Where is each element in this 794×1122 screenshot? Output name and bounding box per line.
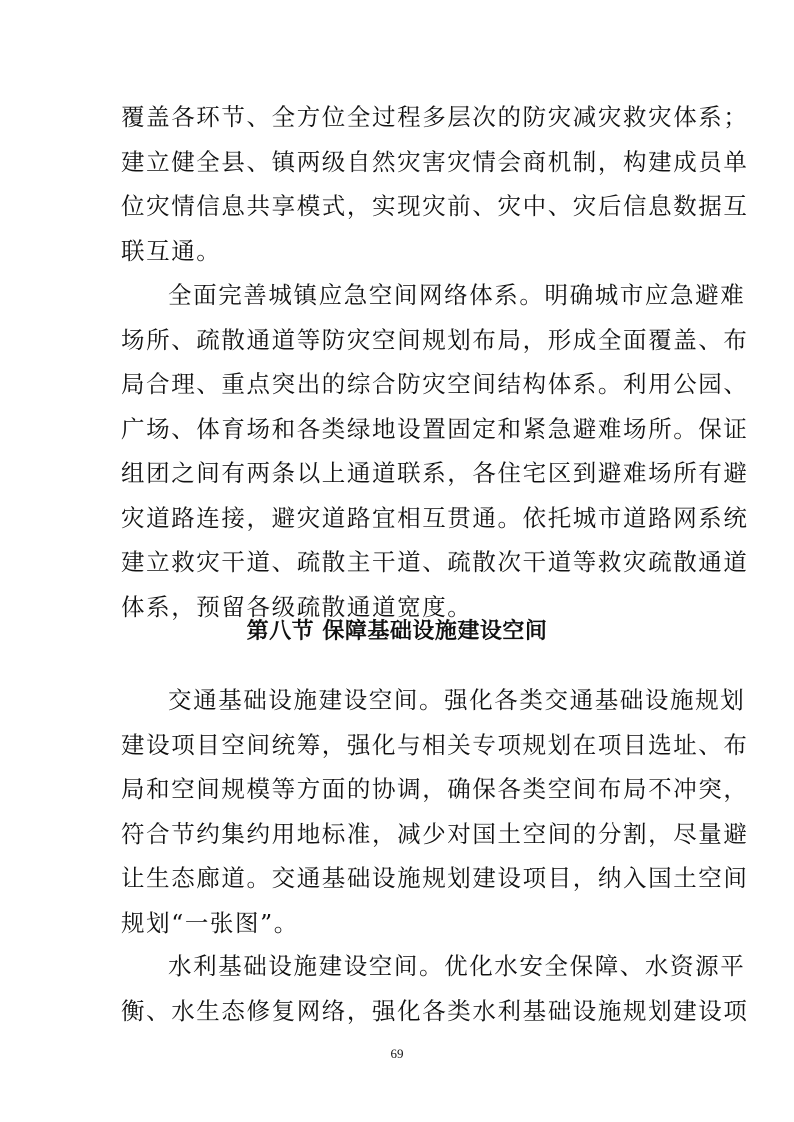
text-line: 联互通。	[121, 236, 222, 265]
text-line: 规划“一张图”。	[121, 908, 299, 937]
section-heading: 第八节 保障基础设施建设空间	[246, 619, 548, 644]
paragraph-disaster-system	[121, 95, 749, 273]
text-line: 灾道路连接，避灾道路宜相互贯通。依托城市道路网系统	[121, 503, 749, 532]
text-line: 全面完善城镇应急空间网络体系。明确城市应急避难	[168, 281, 746, 309]
text-line: 体系，预留各级疏散通道宽度。	[121, 592, 473, 621]
text-line: 让生态廊道。交通基础设施规划建设项目，纳入国土空间	[121, 864, 749, 892]
paragraph-emergency-space	[121, 273, 749, 629]
paragraph-water-infrastructure	[121, 944, 749, 1033]
text-line: 建设项目空间统筹，强化与相关专项规划在项目选址、布	[121, 730, 749, 759]
text-line: 水利基础设施建设空间。优化水安全保障、水资源平	[168, 952, 746, 980]
text-line: 位灾情信息共享模式，实现灾前、灾中、灾后信息数据互	[121, 192, 749, 220]
text-line: 建立健全县、镇两级自然灾害灾情会商机制，构建成员单	[121, 147, 749, 176]
paragraph-transport-infrastructure	[121, 678, 749, 945]
text-line: 局合理、重点突出的综合防灾空间结构体系。利用公园、	[121, 370, 749, 398]
text-line: 衡、水生态修复网络，强化各类水利基础设施规划建设项	[121, 996, 749, 1025]
text-line: 建立救灾干道、疏散主干道、疏散次干道等救灾疏散通道	[121, 548, 749, 576]
text-line: 交通基础设施建设空间。强化各类交通基础设施规划	[168, 686, 746, 714]
text-line: 局和空间规模等方面的协调，确保各类空间布局不冲突，	[121, 775, 749, 803]
text-line: 组团之间有两条以上通道联系，各住宅区到避难场所有避	[121, 459, 749, 487]
text-line: 场所、疏散通道等防灾空间规划布局，形成全面覆盖、布	[121, 325, 749, 354]
text-line: 覆盖各环节、全方位全过程多层次的防灾减灾救灾体系；	[121, 103, 749, 131]
text-line: 广场、体育场和各类绿地设置固定和紧急避难场所。保证	[121, 414, 749, 443]
page-number: 69	[390, 1046, 404, 1061]
text-line: 符合节约集约用地标准，减少对国土空间的分割，尽量避	[121, 819, 749, 848]
